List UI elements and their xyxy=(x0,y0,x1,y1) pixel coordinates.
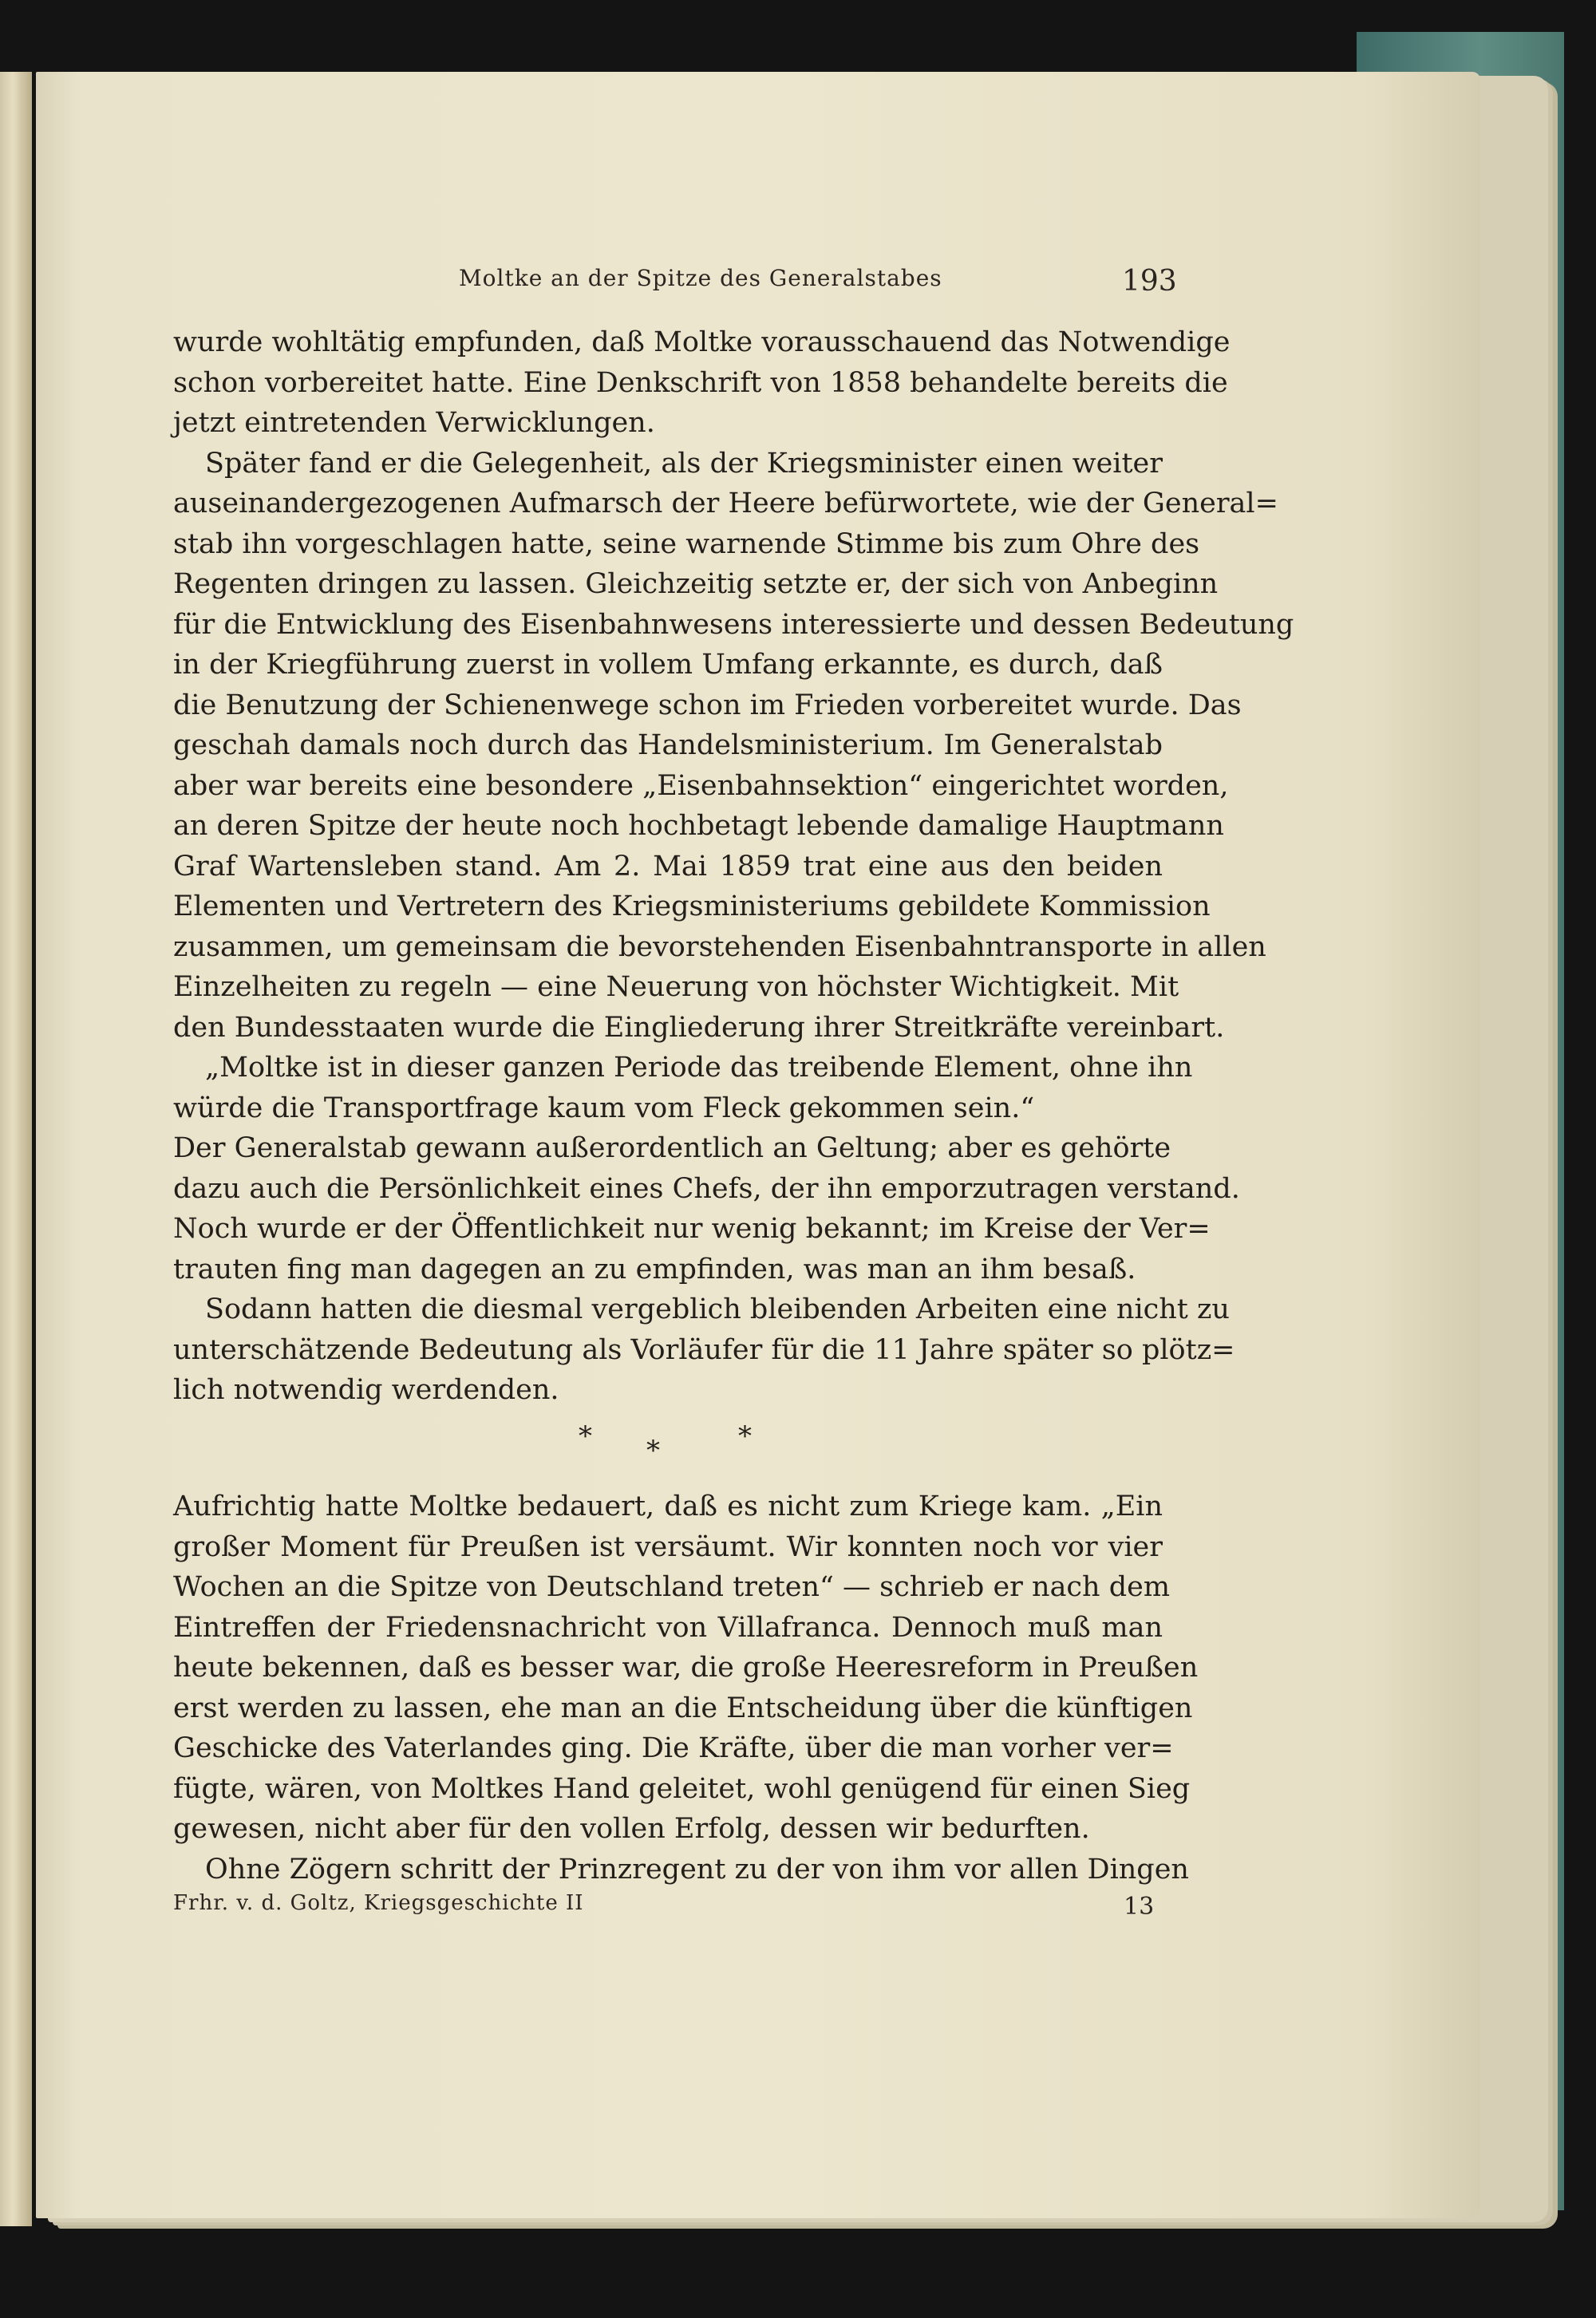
text-line: Ohne Zögern schritt der Prinzregent zu der von ihm vor allen Dingen xyxy=(205,1853,1189,1886)
text-line: an deren Spitze der heute noch hochbetagt lebende damalige Hauptmann xyxy=(173,810,1224,842)
text-line: Geschicke des Vaterlandes ging. Die Kräfte, über die man vorher ver= xyxy=(173,1732,1174,1764)
text-line: Regenten dringen zu lassen. Gleichzeitig setzte er, der sich von Anbeginn xyxy=(173,568,1219,600)
sheet-number: 13 xyxy=(1124,1893,1155,1921)
text-line: großer Moment für Preußen ist versäumt. Wir konnten noch vor vier xyxy=(173,1530,1163,1563)
text-line: Sodann hatten die diesmal vergeblich bleibenden Arbeiten eine nicht zu xyxy=(205,1293,1230,1325)
text-line: trauten fing man dagegen an zu empfinden, was man an ihm besaß. xyxy=(173,1253,1136,1285)
text-line: „Moltke ist in dieser ganzen Periode das treibende Element, ohne ihn xyxy=(205,1052,1193,1084)
text-line: Graf Wartensleben stand. Am 2. Mai 1859 trat eine aus den beiden xyxy=(173,850,1163,883)
running-head: Moltke an der Spitze des Generalstabes xyxy=(459,265,942,291)
body-text-section-1 xyxy=(173,322,1294,1411)
text-line: Aufrichtig hatte Moltke bedauert, daß es nicht zum Kriege kam. „Ein xyxy=(173,1491,1163,1522)
section-separator xyxy=(559,1420,766,1468)
text-line: gewesen, nicht aber für den vollen Erfolg, dessen wir bedurften. xyxy=(173,1813,1090,1845)
text-line: Wochen an die Spitze von Deutschland treten“ — schrieb er nach dem xyxy=(173,1571,1171,1603)
text-line: Noch wurde er der Öffentlichkeit nur wenig bekannt; im Kreise der Ver= xyxy=(173,1213,1211,1245)
printer-signature: Frhr. v. d. Goltz, Kriegsgeschichte II xyxy=(173,1891,584,1915)
body-text-section-2 xyxy=(173,1487,1199,1890)
page-number: 193 xyxy=(1122,265,1177,298)
text-line: heute bekennen, daß es besser war, die große Heeresreform in Preußen xyxy=(173,1652,1199,1684)
text-line: fügte, wären, von Moltkes Hand geleitet, wohl genügend für einen Sieg xyxy=(173,1772,1191,1805)
text-line: Eintreffen der Friedensnachricht von Villafranca. Dennoch muß man xyxy=(173,1611,1163,1644)
text-line: würde die Transportfrage kaum vom Fleck gekommen sein.“ xyxy=(173,1092,1035,1124)
separator-star: * xyxy=(579,1420,592,1452)
text-line: jetzt eintretenden Verwicklungen. xyxy=(173,407,655,439)
text-line: die Benutzung der Schienenwege schon im Frieden vorbereitet wurde. Das xyxy=(173,689,1242,721)
page-header xyxy=(0,265,1596,305)
text-line: stab ihn vorgeschlagen hatte, seine warnende Stimme bis zum Ohre des xyxy=(173,527,1200,560)
text-line: Elementen und Vertretern des Kriegsministeriums gebildete Kommission xyxy=(173,890,1211,922)
text-line: Der Generalstab gewann außerordentlich an Geltung; aber es gehörte xyxy=(173,1132,1171,1164)
text-line: Einzelheiten zu regeln — eine Neuerung von höchster Wichtigkeit. Mit xyxy=(173,971,1179,1003)
text-line: aber war bereits eine besondere „Eisenbahnsektion“ eingerichtet worden, xyxy=(173,769,1229,802)
text-line: in der Kriegführung zuerst in vollem Umfang erkannte, es durch, daß xyxy=(173,649,1163,681)
text-line: schon vorbereitet hatte. Eine Denkschrift von 1858 behandelte bereits die xyxy=(173,366,1228,399)
text-line: zusammen, um gemeinsam die bevorstehenden Eisenbahntransporte in allen xyxy=(173,930,1266,963)
text-line: für die Entwicklung des Eisenbahnwesens interessierte und dessen Bedeutung xyxy=(173,608,1294,641)
text-line: Später fand er die Gelegenheit, als der Kriegsminister einen weiter xyxy=(205,447,1163,480)
text-line: erst werden zu lassen, ehe man an die Entscheidung über die künftigen xyxy=(173,1692,1193,1724)
text-line: unterschätzende Bedeutung als Vorläufer für die 11 Jahre später so plötz= xyxy=(173,1333,1235,1366)
previous-page-edge xyxy=(0,72,32,2226)
text-line: geschah damals noch durch das Handelsministerium. Im Generalstab xyxy=(173,729,1163,761)
text-line: den Bundesstaaten wurde die Eingliederung ihrer Streitkräfte vereinbart. xyxy=(173,1011,1225,1044)
text-line: dazu auch die Persönlichkeit eines Chefs, der ihn emporzutragen verstand. xyxy=(173,1172,1240,1205)
text-line: auseinandergezogenen Aufmarsch der Heere befürwortete, wie der General= xyxy=(173,488,1278,519)
text-line: lich notwendig werdenden. xyxy=(173,1374,559,1406)
separator-star: * xyxy=(738,1420,752,1452)
separator-star: * xyxy=(646,1435,660,1467)
text-line: wurde wohltätig empfunden, daß Moltke vorausschauend das Notwendige xyxy=(173,326,1231,358)
